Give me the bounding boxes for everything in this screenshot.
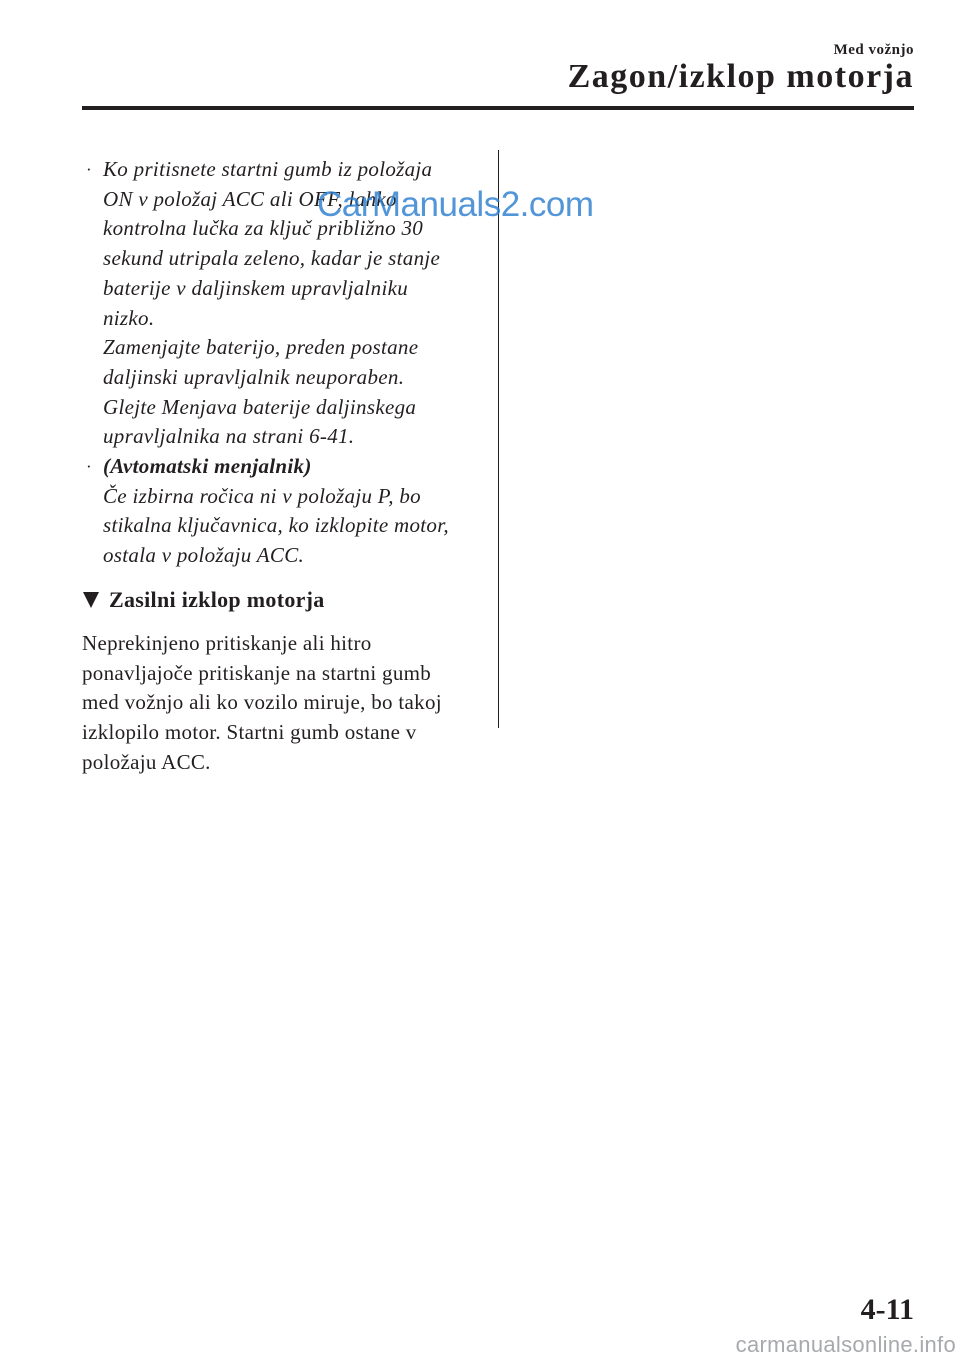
- text-line: baterije v daljinskem upravljalniku: [103, 275, 409, 300]
- page-title: Zagon/izklop motorja: [567, 58, 914, 95]
- text-line: ON v položaj ACC ali OFF, lahko: [103, 186, 397, 211]
- text-line: kontrolna lučka za ključ približno 30: [103, 216, 424, 241]
- text-line: ostala v položaju ACC.: [103, 543, 305, 568]
- column-divider: [498, 150, 499, 728]
- text-line: med vožnjo ali ko vozilo miruje, bo takoj: [82, 690, 442, 715]
- text-line: sekund utripala zeleno, kadar je stanje: [103, 246, 441, 271]
- page-number: 4-11: [860, 1293, 914, 1326]
- text-line: daljinski upravljalnik neuporaben.: [103, 364, 405, 389]
- footer-watermark: carmanualsonline.info: [735, 1332, 956, 1357]
- bullet-marker: ·: [86, 457, 92, 477]
- text-line: izklopilo motor. Startni gumb ostane v: [82, 720, 417, 745]
- triangle-down-icon: [83, 592, 99, 608]
- section-heading-text: Zasilni izklop motorja: [109, 586, 325, 612]
- section-paragraph: [82, 629, 482, 778]
- watermark-logo: CarManuals2.com: [317, 185, 594, 224]
- left-column: [82, 155, 482, 778]
- bullet-item-automatic-transmission: [82, 452, 482, 571]
- text-line: Neprekinjeno pritiskanje ali hitro: [82, 630, 372, 655]
- text-line: Ko pritisnete startni gumb iz položaja: [103, 157, 433, 181]
- bullet-marker: ·: [86, 160, 92, 179]
- text-line: stikalna ključavnica, ko izklopite motor,: [103, 513, 449, 538]
- section-heading: [82, 585, 482, 615]
- text-line: upravljalnika na strani 6-41.: [103, 424, 355, 449]
- section-label: Med vožnjo: [833, 42, 914, 58]
- text-line: položaju ACC.: [82, 750, 211, 775]
- text-line: Glejte Menjava baterije daljinskega: [103, 394, 417, 419]
- text-line: Zamenjajte baterijo, preden postane: [103, 335, 419, 360]
- text-line: nizko.: [103, 305, 155, 330]
- bullet-heading: (Avtomatski menjalnik): [103, 454, 312, 479]
- text-line: Če izbirna ročica ni v položaju P, bo: [103, 483, 421, 508]
- text-line: ponavljajoče pritiskanje na startni gumb: [82, 660, 432, 685]
- header-rule: [82, 106, 914, 110]
